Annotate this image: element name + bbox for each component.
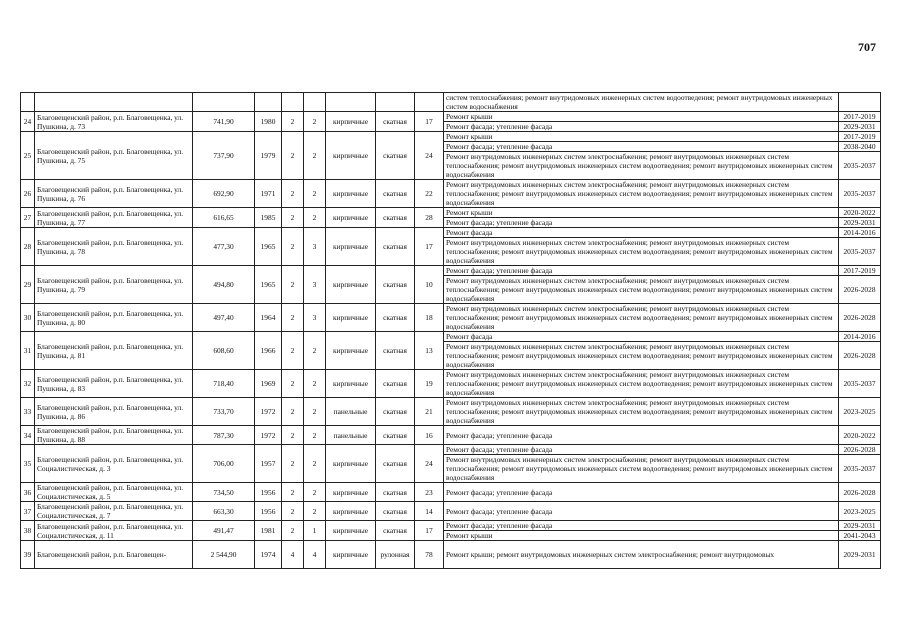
- period-cell: 2029-2031: [839, 122, 881, 132]
- period-cell: 2020-2022: [839, 208, 881, 218]
- roof-cell: скатная: [376, 502, 415, 521]
- floors-cell: 2: [282, 228, 304, 266]
- table-row: [21, 180, 881, 208]
- row-number: 27: [21, 208, 35, 228]
- apartments-cell: 23: [415, 483, 444, 502]
- year-cell: 1965: [255, 228, 282, 266]
- roof-cell: скатная: [376, 332, 415, 370]
- work-cell: Ремонт внутридомовых инженерных систем электроснабжения; ремонт внутридомовых инженерных систем теплоснабжения; ремонт внутридомовых инженерных систем водоотведения; ремонт внутридомовых инженерных систем водоснабжения: [444, 370, 839, 398]
- work-cell: Ремонт фасада; утепление фасада: [444, 266, 839, 276]
- period-cell: 2035-2037: [839, 238, 881, 266]
- entrances-cell: 4: [304, 541, 326, 569]
- year-cell: 1971: [255, 180, 282, 208]
- roof-cell: скатная: [376, 304, 415, 332]
- table-row: [21, 112, 881, 122]
- floors-cell: 2: [282, 426, 304, 445]
- walls-cell: панельные: [326, 426, 376, 445]
- table-row-continuation: [21, 93, 881, 112]
- walls-cell: кирпичные: [326, 483, 376, 502]
- period-cell: 2035-2037: [839, 152, 881, 180]
- table-row: [21, 266, 881, 276]
- work-cell: Ремонт внутридомовых инженерных систем электроснабжения; ремонт внутридомовых инженерных систем теплоснабжения; ремонт внутридомовых инженерных систем водоотведения; ремонт внутридомовых инженерных систем водоснабжения: [444, 342, 839, 370]
- work-cell: Ремонт крыши; ремонт внутридомовых инженерных систем электроснабжения; ремонт внутридомовых: [444, 541, 839, 569]
- table-row: [21, 521, 881, 531]
- apartments-cell: 13: [415, 332, 444, 370]
- floors-cell: 2: [282, 370, 304, 398]
- entrances-cell: 2: [304, 180, 326, 208]
- address-cell: Благовещенский район, р.п. Благовещенка, ул. Пушкина, д. 80: [35, 304, 193, 332]
- apartments-cell: 78: [415, 541, 444, 569]
- year-cell: 1972: [255, 398, 282, 426]
- empty-cell: [193, 93, 255, 112]
- period-cell: 2041-2043: [839, 531, 881, 541]
- period-cell: 2026-2028: [839, 342, 881, 370]
- walls-cell: кирпичные: [326, 304, 376, 332]
- address-cell: Благовещенский район, р.п. Благовещенка, ул. Пушкина, д. 83: [35, 370, 193, 398]
- empty-cell: [255, 93, 282, 112]
- work-cell: Ремонт фасада; утепление фасада: [444, 218, 839, 228]
- roof-cell: скатная: [376, 228, 415, 266]
- table-row: [21, 502, 881, 521]
- empty-cell: [282, 93, 304, 112]
- address-cell: Благовещенский район, р.п. Благовещенка, ул. Пушкина, д. 81: [35, 332, 193, 370]
- area-cell: 718,40: [193, 370, 255, 398]
- table-row: [21, 208, 881, 218]
- period-cell: 2017-2019: [839, 112, 881, 122]
- empty-cell: [304, 93, 326, 112]
- roof-cell: скатная: [376, 426, 415, 445]
- entrances-cell: 2: [304, 445, 326, 483]
- apartments-cell: 19: [415, 370, 444, 398]
- entrances-cell: 3: [304, 266, 326, 304]
- entrances-cell: 2: [304, 132, 326, 180]
- work-cell: Ремонт внутридомовых инженерных систем электроснабжения; ремонт внутридомовых инженерных систем теплоснабжения; ремонт внутридомовых инженерных систем водоотведения; ремонт внутридомовых инженерных систем водоснабжения: [444, 152, 839, 180]
- period-cell: 2026-2028: [839, 304, 881, 332]
- roof-cell: скатная: [376, 521, 415, 541]
- roof-cell: скатная: [376, 180, 415, 208]
- area-cell: 497,40: [193, 304, 255, 332]
- apartments-cell: 24: [415, 445, 444, 483]
- work-cell: Ремонт внутридомовых инженерных систем электроснабжения; ремонт внутридомовых инженерных систем теплоснабжения; ремонт внутридомовых инженерных систем водоотведения; ремонт внутридомовых инженерных систем водоснабжения: [444, 398, 839, 426]
- year-cell: 1956: [255, 483, 282, 502]
- roof-cell: скатная: [376, 112, 415, 132]
- area-cell: 494,80: [193, 266, 255, 304]
- address-cell: Благовещенский район, р.п. Благовещенка, ул. Пушкина, д. 75: [35, 132, 193, 180]
- table-row: [21, 370, 881, 398]
- address-cell: Благовещенский район, р.п. Благовещенка, ул. Социалистическая, д. 7: [35, 502, 193, 521]
- row-number: 37: [21, 502, 35, 521]
- floors-cell: 2: [282, 112, 304, 132]
- walls-cell: панельные: [326, 398, 376, 426]
- walls-cell: кирпичные: [326, 208, 376, 228]
- apartments-cell: 17: [415, 112, 444, 132]
- apartments-cell: 14: [415, 502, 444, 521]
- work-cell: Ремонт внутридомовых инженерных систем электроснабжения; ремонт внутридомовых инженерных систем теплоснабжения; ремонт внутридомовых инженерных систем водоотведения; ремонт внутридомовых инженерных систем водоснабжения: [444, 304, 839, 332]
- entrances-cell: 2: [304, 332, 326, 370]
- row-number: 38: [21, 521, 35, 541]
- year-cell: 1969: [255, 370, 282, 398]
- entrances-cell: 2: [304, 370, 326, 398]
- area-cell: 663,30: [193, 502, 255, 521]
- address-cell: Благовещенский район, р.п. Благовещенка, ул. Пушкина, д. 73: [35, 112, 193, 132]
- table-row: [21, 398, 881, 426]
- entrances-cell: 1: [304, 521, 326, 541]
- floors-cell: 2: [282, 266, 304, 304]
- area-cell: 737,90: [193, 132, 255, 180]
- period-cell: 2014-2016: [839, 228, 881, 238]
- period-cell: 2017-2019: [839, 132, 881, 142]
- area-cell: 2 544,90: [193, 541, 255, 569]
- empty-cell: [376, 93, 415, 112]
- year-cell: 1974: [255, 541, 282, 569]
- roof-cell: скатная: [376, 483, 415, 502]
- table-row: [21, 332, 881, 342]
- row-number: 28: [21, 228, 35, 266]
- period-cell: 2023-2025: [839, 398, 881, 426]
- empty-cell: [35, 93, 193, 112]
- row-number: 29: [21, 266, 35, 304]
- period-cell: 2026-2028: [839, 276, 881, 304]
- walls-cell: кирпичные: [326, 502, 376, 521]
- floors-cell: 2: [282, 521, 304, 541]
- empty-cell: [326, 93, 376, 112]
- roof-cell: скатная: [376, 132, 415, 180]
- address-cell: Благовещенский район, р.п. Благовещенка, ул. Пушкина, д. 76: [35, 180, 193, 208]
- table-row: [21, 445, 881, 455]
- walls-cell: кирпичные: [326, 112, 376, 132]
- year-cell: 1980: [255, 112, 282, 132]
- period-cell: 2038-2040: [839, 142, 881, 152]
- apartments-cell: 10: [415, 266, 444, 304]
- year-cell: 1956: [255, 502, 282, 521]
- table-row: [21, 426, 881, 445]
- floors-cell: 2: [282, 483, 304, 502]
- apartments-cell: 28: [415, 208, 444, 228]
- table-row: [21, 483, 881, 502]
- period-cell: 2026-2028: [839, 483, 881, 502]
- period-cell: 2020-2022: [839, 426, 881, 445]
- roof-cell: скатная: [376, 370, 415, 398]
- row-number: 34: [21, 426, 35, 445]
- row-number: 39: [21, 541, 35, 569]
- year-cell: 1985: [255, 208, 282, 228]
- table-row: [21, 228, 881, 238]
- address-cell: Благовещенский район, р.п. Благовещенка, ул. Пушкина, д. 79: [35, 266, 193, 304]
- row-number: 30: [21, 304, 35, 332]
- walls-cell: кирпичные: [326, 332, 376, 370]
- year-cell: 1957: [255, 445, 282, 483]
- work-cell: Ремонт фасада; утепление фасада: [444, 521, 839, 531]
- entrances-cell: 3: [304, 228, 326, 266]
- work-cell: Ремонт внутридомовых инженерных систем электроснабжения; ремонт внутридомовых инженерных систем теплоснабжения; ремонт внутридомовых инженерных систем водоотведения; ремонт внутридомовых инженерных систем водоснабжения: [444, 238, 839, 266]
- work-cell: Ремонт крыши: [444, 132, 839, 142]
- row-number: 32: [21, 370, 35, 398]
- table-row: [21, 541, 881, 569]
- work-cell: Ремонт фасада; утепление фасада: [444, 483, 839, 502]
- period-cell: 2023-2025: [839, 502, 881, 521]
- apartments-cell: 17: [415, 521, 444, 541]
- work-cell: Ремонт внутридомовых инженерных систем электроснабжения; ремонт внутридомовых инженерных систем теплоснабжения; ремонт внутридомовых инженерных систем водоотведения; ремонт внутридомовых инженерных систем водоснабжения: [444, 276, 839, 304]
- entrances-cell: 3: [304, 304, 326, 332]
- walls-cell: кирпичные: [326, 370, 376, 398]
- address-cell: Благовещенский район, р.п. Благовещен-: [35, 541, 193, 569]
- year-cell: 1964: [255, 304, 282, 332]
- work-cell: Ремонт фасада; утепление фасада: [444, 122, 839, 132]
- work-cell: Ремонт внутридомовых инженерных систем электроснабжения; ремонт внутридомовых инженерных систем теплоснабжения; ремонт внутридомовых инженерных систем водоотведения; ремонт внутридомовых инженерных систем водоснабжения: [444, 455, 839, 483]
- apartments-cell: 16: [415, 426, 444, 445]
- area-cell: 706,00: [193, 445, 255, 483]
- area-cell: 741,90: [193, 112, 255, 132]
- page-number: 707: [858, 40, 876, 54]
- roof-cell: скатная: [376, 445, 415, 483]
- address-cell: Благовещенский район, р.п. Благовещенка, ул. Социалистическая, д. 5: [35, 483, 193, 502]
- walls-cell: кирпичные: [326, 228, 376, 266]
- row-number: 35: [21, 445, 35, 483]
- row-number: 25: [21, 132, 35, 180]
- table-body: [21, 93, 881, 569]
- apartments-cell: 17: [415, 228, 444, 266]
- area-cell: 477,30: [193, 228, 255, 266]
- entrances-cell: 2: [304, 398, 326, 426]
- walls-cell: кирпичные: [326, 521, 376, 541]
- entrances-cell: 2: [304, 483, 326, 502]
- work-cell: Ремонт фасада: [444, 228, 839, 238]
- apartments-cell: 22: [415, 180, 444, 208]
- period-cell: 2014-2016: [839, 332, 881, 342]
- roof-cell: скатная: [376, 208, 415, 228]
- row-number: 31: [21, 332, 35, 370]
- work-cell: Ремонт фасада; утепление фасада: [444, 445, 839, 455]
- year-cell: 1965: [255, 266, 282, 304]
- walls-cell: кирпичные: [326, 541, 376, 569]
- floors-cell: 2: [282, 502, 304, 521]
- capital-repair-table: [20, 92, 881, 569]
- year-cell: 1979: [255, 132, 282, 180]
- walls-cell: кирпичные: [326, 266, 376, 304]
- table-row: [21, 132, 881, 142]
- year-cell: 1966: [255, 332, 282, 370]
- area-cell: 692,90: [193, 180, 255, 208]
- roof-cell: скатная: [376, 398, 415, 426]
- apartments-cell: 21: [415, 398, 444, 426]
- work-cell: систем теплоснабжения; ремонт внутридомовых инженерных систем водоотведения; ремонт внутридомовых инженерных систем водоснабжения: [444, 93, 839, 112]
- floors-cell: 2: [282, 398, 304, 426]
- empty-cell: [415, 93, 444, 112]
- walls-cell: кирпичные: [326, 445, 376, 483]
- work-cell: Ремонт внутридомовых инженерных систем электроснабжения; ремонт внутридомовых инженерных систем теплоснабжения; ремонт внутридомовых инженерных систем водоотведения; ремонт внутридомовых инженерных систем водоснабжения: [444, 180, 839, 208]
- area-cell: 734,50: [193, 483, 255, 502]
- year-cell: 1972: [255, 426, 282, 445]
- work-cell: Ремонт крыши: [444, 112, 839, 122]
- address-cell: Благовещенский район, р.п. Благовещенка, ул. Пушкина, д. 78: [35, 228, 193, 266]
- area-cell: 491,47: [193, 521, 255, 541]
- work-cell: Ремонт крыши: [444, 531, 839, 541]
- row-number: 33: [21, 398, 35, 426]
- area-cell: 733,70: [193, 398, 255, 426]
- period-cell: 2035-2037: [839, 370, 881, 398]
- year-cell: 1981: [255, 521, 282, 541]
- period-cell: 2029-2031: [839, 218, 881, 228]
- work-cell: Ремонт фасада; утепление фасада: [444, 502, 839, 521]
- address-cell: Благовещенский район, р.п. Благовещенка, ул. Социалистическая, д. 3: [35, 445, 193, 483]
- row-number: 26: [21, 180, 35, 208]
- apartments-cell: 18: [415, 304, 444, 332]
- period-cell: 2026-2028: [839, 445, 881, 455]
- roof-cell: скатная: [376, 266, 415, 304]
- floors-cell: 2: [282, 132, 304, 180]
- address-cell: Благовещенский район, р.п. Благовещенка, ул. Пушкина, д. 77: [35, 208, 193, 228]
- row-number: 24: [21, 112, 35, 132]
- area-cell: 787,30: [193, 426, 255, 445]
- work-cell: Ремонт фасада: [444, 332, 839, 342]
- work-cell: Ремонт крыши: [444, 208, 839, 218]
- address-cell: Благовещенский район, р.п. Благовещенка, ул. Пушкина, д. 86: [35, 398, 193, 426]
- area-cell: 608,60: [193, 332, 255, 370]
- walls-cell: кирпичные: [326, 180, 376, 208]
- period-cell: 2029-2031: [839, 521, 881, 531]
- empty-cell: [21, 93, 35, 112]
- entrances-cell: 2: [304, 502, 326, 521]
- period-cell: 2017-2019: [839, 266, 881, 276]
- floors-cell: 2: [282, 332, 304, 370]
- address-cell: Благовещенский район, р.п. Благовещенка, ул. Социалистическая, д. 11: [35, 521, 193, 541]
- period-cell: [839, 93, 881, 112]
- entrances-cell: 2: [304, 208, 326, 228]
- period-cell: 2035-2037: [839, 180, 881, 208]
- floors-cell: 4: [282, 541, 304, 569]
- period-cell: 2029-2031: [839, 541, 881, 569]
- apartments-cell: 24: [415, 132, 444, 180]
- entrances-cell: 2: [304, 426, 326, 445]
- entrances-cell: 2: [304, 112, 326, 132]
- floors-cell: 2: [282, 208, 304, 228]
- address-cell: Благовещенский район, р.п. Благовещенка, ул. Пушкина, д. 88: [35, 426, 193, 445]
- area-cell: 616,65: [193, 208, 255, 228]
- row-number: 36: [21, 483, 35, 502]
- roof-cell: рулонная: [376, 541, 415, 569]
- walls-cell: кирпичные: [326, 132, 376, 180]
- floors-cell: 2: [282, 304, 304, 332]
- work-cell: Ремонт фасада; утепление фасада: [444, 426, 839, 445]
- floors-cell: 2: [282, 180, 304, 208]
- floors-cell: 2: [282, 445, 304, 483]
- table-row: [21, 304, 881, 332]
- period-cell: 2035-2037: [839, 455, 881, 483]
- work-cell: Ремонт фасада; утепление фасада: [444, 142, 839, 152]
